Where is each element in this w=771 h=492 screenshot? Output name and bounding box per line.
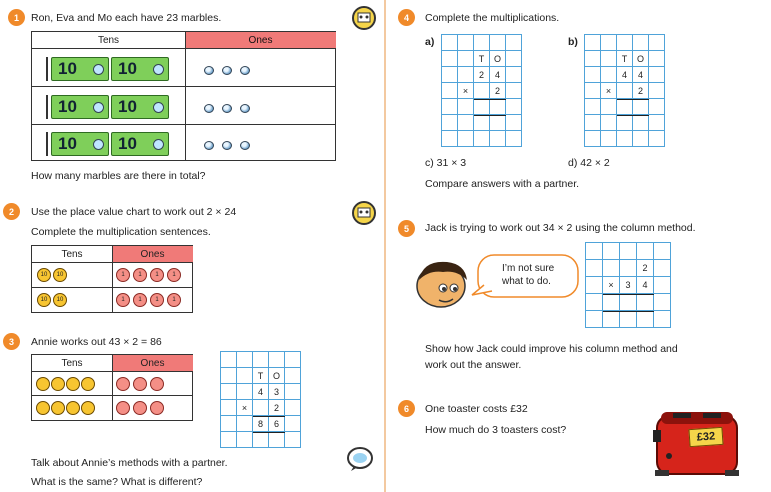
grid-cell bbox=[601, 131, 617, 147]
ten-bar: 10 bbox=[51, 57, 109, 81]
grid-cell bbox=[237, 416, 253, 432]
grid-cell bbox=[649, 35, 665, 51]
grid-cell bbox=[585, 115, 601, 131]
grid-cell bbox=[442, 35, 458, 51]
q1-title: Ron, Eva and Mo each have 23 marbles. bbox=[31, 12, 222, 24]
grid-cell bbox=[253, 400, 269, 416]
ten-coin: 10 bbox=[37, 293, 51, 307]
grid-cell bbox=[617, 99, 633, 115]
grid-cell bbox=[442, 51, 458, 67]
question-number-6: 6 bbox=[398, 400, 415, 417]
grid-cell bbox=[585, 67, 601, 83]
ten-coin bbox=[36, 401, 50, 415]
grid-cell bbox=[654, 294, 671, 311]
q3-title: Annie works out 43 × 2 = 86 bbox=[31, 336, 162, 348]
grid-cell bbox=[442, 67, 458, 83]
grid-cell bbox=[633, 35, 649, 51]
ten-coin bbox=[81, 377, 95, 391]
grid-cell bbox=[633, 99, 649, 115]
grid-cell bbox=[221, 432, 237, 448]
grid-cell bbox=[654, 260, 671, 277]
marble bbox=[222, 104, 232, 113]
grid-cell bbox=[620, 260, 637, 277]
grid-cell bbox=[585, 99, 601, 115]
question-number-3: 3 bbox=[3, 333, 20, 350]
grid-cell bbox=[637, 294, 654, 311]
grid-cell bbox=[269, 352, 285, 368]
q4-label-a: a) bbox=[425, 36, 435, 48]
one-coin: 1 bbox=[116, 268, 130, 282]
grid-cell bbox=[654, 243, 671, 260]
grid-cell bbox=[617, 35, 633, 51]
grid-cell bbox=[237, 384, 253, 400]
grid-cell bbox=[490, 99, 506, 115]
grid-cell bbox=[253, 432, 269, 448]
q5-column-grid bbox=[585, 242, 671, 328]
grid-cell bbox=[637, 311, 654, 328]
grid-digit: × bbox=[603, 277, 620, 294]
marble bbox=[204, 141, 214, 150]
ten-bar: 10 bbox=[111, 132, 169, 156]
grid-digit: 4 bbox=[637, 277, 654, 294]
grid-digit: T bbox=[617, 51, 633, 67]
grid-digit: 4 bbox=[253, 384, 269, 400]
grid-cell bbox=[649, 99, 665, 115]
grid-cell bbox=[601, 51, 617, 67]
grid-cell bbox=[586, 277, 603, 294]
grid-cell bbox=[221, 400, 237, 416]
q4-title: Complete the multiplications. bbox=[425, 12, 560, 24]
grid-cell bbox=[506, 83, 522, 99]
grid-cell bbox=[458, 99, 474, 115]
grid-cell bbox=[442, 99, 458, 115]
ten-coin bbox=[66, 377, 80, 391]
jack-face-icon bbox=[413, 258, 473, 310]
grid-cell bbox=[585, 131, 601, 147]
grid-cell bbox=[237, 352, 253, 368]
ten-coin bbox=[81, 401, 95, 415]
grid-cell bbox=[506, 51, 522, 67]
grid-cell bbox=[649, 67, 665, 83]
grid-cell bbox=[649, 83, 665, 99]
q3-tens-header: Tens bbox=[61, 357, 83, 369]
ten-bar: 10 bbox=[51, 95, 109, 119]
grid-cell bbox=[603, 260, 620, 277]
grid-cell bbox=[620, 243, 637, 260]
answer-line bbox=[603, 294, 654, 295]
grid-cell bbox=[458, 115, 474, 131]
grid-cell bbox=[633, 131, 649, 147]
one-coin bbox=[150, 377, 164, 391]
discussion-icon bbox=[351, 5, 377, 31]
grid-cell bbox=[458, 67, 474, 83]
grid-cell bbox=[285, 432, 301, 448]
grid-cell bbox=[585, 35, 601, 51]
grid-cell bbox=[586, 311, 603, 328]
ten-coin bbox=[66, 401, 80, 415]
one-coin bbox=[150, 401, 164, 415]
grid-cell bbox=[649, 115, 665, 131]
q4a-column-grid bbox=[441, 34, 522, 147]
grid-cell bbox=[458, 35, 474, 51]
grid-cell bbox=[586, 260, 603, 277]
grid-cell bbox=[603, 294, 620, 311]
grid-cell bbox=[506, 67, 522, 83]
one-coin: 1 bbox=[116, 293, 130, 307]
speech-line-2: what to do. bbox=[502, 276, 551, 287]
grid-cell bbox=[474, 131, 490, 147]
grid-digit: 3 bbox=[620, 277, 637, 294]
q2-title: Use the place value chart to work out 2 × 24 bbox=[31, 206, 237, 218]
grid-cell bbox=[601, 115, 617, 131]
grid-digit: T bbox=[253, 368, 269, 384]
q4-compare: Compare answers with a partner. bbox=[425, 178, 580, 190]
q4-part-d: d) 42 × 2 bbox=[568, 157, 610, 169]
ten-coin: 10 bbox=[53, 268, 67, 282]
grid-cell bbox=[285, 368, 301, 384]
grid-cell bbox=[458, 131, 474, 147]
grid-cell bbox=[490, 131, 506, 147]
answer-line bbox=[474, 99, 506, 100]
grid-cell bbox=[442, 131, 458, 147]
grid-cell bbox=[506, 131, 522, 147]
q3-ones-header: Ones bbox=[112, 355, 193, 371]
grid-cell bbox=[649, 51, 665, 67]
grid-cell bbox=[586, 294, 603, 311]
price-tag: £32 bbox=[688, 427, 723, 447]
grid-cell bbox=[617, 115, 633, 131]
grid-cell bbox=[633, 115, 649, 131]
answer-line bbox=[617, 115, 649, 116]
grid-cell bbox=[221, 352, 237, 368]
one-coin bbox=[133, 377, 147, 391]
one-coin: 1 bbox=[167, 268, 181, 282]
grid-cell bbox=[654, 311, 671, 328]
grid-cell bbox=[221, 416, 237, 432]
grid-cell bbox=[490, 35, 506, 51]
question-number-5: 5 bbox=[398, 220, 415, 237]
one-coin: 1 bbox=[150, 268, 164, 282]
grid-cell bbox=[442, 83, 458, 99]
grid-cell bbox=[506, 35, 522, 51]
speech-line-1: I’m not sure bbox=[502, 263, 555, 274]
grid-digit: × bbox=[458, 83, 474, 99]
grid-digit: 8 bbox=[253, 416, 269, 432]
grid-cell bbox=[285, 400, 301, 416]
grid-digit: 4 bbox=[490, 67, 506, 83]
question-number-4: 4 bbox=[398, 9, 415, 26]
grid-cell bbox=[620, 311, 637, 328]
q2-ones-header: Ones bbox=[112, 246, 193, 262]
q3-column-grid bbox=[220, 351, 301, 448]
grid-cell bbox=[221, 384, 237, 400]
grid-digit: 3 bbox=[269, 384, 285, 400]
q5-prompt-1: Show how Jack could improve his column method and bbox=[425, 343, 678, 355]
grid-digit: 2 bbox=[490, 83, 506, 99]
marble bbox=[222, 66, 232, 75]
discussion-icon bbox=[351, 200, 377, 226]
q4-label-b: b) bbox=[568, 36, 578, 48]
q2-subtitle: Complete the multiplication sentences. bbox=[31, 226, 211, 238]
grid-digit: 6 bbox=[269, 416, 285, 432]
grid-cell bbox=[253, 352, 269, 368]
answer-line bbox=[474, 115, 506, 116]
grid-digit: 4 bbox=[617, 67, 633, 83]
q3-prompt-1: Talk about Annie’s methods with a partner. bbox=[31, 457, 228, 469]
grid-cell bbox=[474, 83, 490, 99]
marble bbox=[240, 66, 250, 75]
ten-coin bbox=[51, 401, 65, 415]
ten-bar: 10 bbox=[111, 95, 169, 119]
grid-cell bbox=[458, 51, 474, 67]
grid-cell bbox=[474, 115, 490, 131]
one-coin: 1 bbox=[167, 293, 181, 307]
one-coin: 1 bbox=[150, 293, 164, 307]
grid-cell bbox=[506, 99, 522, 115]
grid-cell bbox=[649, 131, 665, 147]
grid-cell bbox=[586, 243, 603, 260]
speech-bubble-icon bbox=[346, 446, 374, 472]
ten-coin bbox=[51, 377, 65, 391]
grid-cell bbox=[585, 51, 601, 67]
grid-cell bbox=[603, 243, 620, 260]
one-coin bbox=[116, 377, 130, 391]
one-coin bbox=[133, 401, 147, 415]
grid-digit: 2 bbox=[633, 83, 649, 99]
grid-digit: T bbox=[474, 51, 490, 67]
grid-digit: O bbox=[490, 51, 506, 67]
ten-bar: 10 bbox=[111, 57, 169, 81]
q1-question: How many marbles are there in total? bbox=[31, 170, 206, 182]
grid-cell bbox=[221, 368, 237, 384]
question-number-1: 1 bbox=[8, 9, 25, 26]
grid-cell bbox=[601, 35, 617, 51]
grid-cell bbox=[285, 384, 301, 400]
grid-digit: 2 bbox=[474, 67, 490, 83]
grid-cell bbox=[442, 115, 458, 131]
marble bbox=[204, 66, 214, 75]
ten-coin bbox=[36, 377, 50, 391]
grid-digit: 2 bbox=[269, 400, 285, 416]
grid-cell bbox=[237, 368, 253, 384]
marble bbox=[222, 141, 232, 150]
grid-cell bbox=[637, 243, 654, 260]
grid-digit: 2 bbox=[637, 260, 654, 277]
q3-prompt-2: What is the same? What is different? bbox=[31, 476, 203, 488]
grid-cell bbox=[620, 294, 637, 311]
ten-coin: 10 bbox=[37, 268, 51, 282]
q1-ones-header: Ones bbox=[185, 32, 336, 48]
grid-digit: × bbox=[237, 400, 253, 416]
marble bbox=[240, 141, 250, 150]
answer-line bbox=[253, 432, 285, 433]
q1-tens-header: Tens bbox=[32, 32, 185, 48]
grid-cell bbox=[285, 416, 301, 432]
grid-cell bbox=[603, 311, 620, 328]
ten-bar: 10 bbox=[51, 132, 109, 156]
q5-title: Jack is trying to work out 34 × 2 using the column method. bbox=[425, 222, 696, 234]
marble bbox=[240, 104, 250, 113]
q5-prompt-2: work out the answer. bbox=[425, 359, 522, 371]
grid-cell bbox=[474, 99, 490, 115]
grid-digit: 4 bbox=[633, 67, 649, 83]
q6-question: How much do 3 toasters cost? bbox=[425, 424, 567, 436]
one-coin: 1 bbox=[133, 293, 147, 307]
grid-cell bbox=[654, 277, 671, 294]
grid-digit: O bbox=[633, 51, 649, 67]
answer-line bbox=[253, 416, 285, 417]
grid-cell bbox=[269, 432, 285, 448]
column-divider bbox=[384, 0, 386, 492]
answer-line bbox=[603, 311, 654, 312]
grid-cell bbox=[585, 83, 601, 99]
marble bbox=[204, 104, 214, 113]
answer-line bbox=[617, 99, 649, 100]
question-number-2: 2 bbox=[3, 203, 20, 220]
grid-cell bbox=[490, 115, 506, 131]
ten-coin: 10 bbox=[53, 293, 67, 307]
grid-cell bbox=[617, 131, 633, 147]
grid-digit: × bbox=[601, 83, 617, 99]
q4b-column-grid bbox=[584, 34, 665, 147]
one-coin bbox=[116, 401, 130, 415]
grid-cell bbox=[601, 67, 617, 83]
grid-cell bbox=[237, 432, 253, 448]
q2-tens-header: Tens bbox=[61, 248, 83, 260]
grid-cell bbox=[506, 115, 522, 131]
one-coin: 1 bbox=[133, 268, 147, 282]
q4-part-c: c) 31 × 3 bbox=[425, 157, 467, 169]
grid-digit: O bbox=[269, 368, 285, 384]
grid-cell bbox=[617, 83, 633, 99]
grid-cell bbox=[474, 35, 490, 51]
grid-cell bbox=[285, 352, 301, 368]
q6-title: One toaster costs £32 bbox=[425, 403, 528, 415]
grid-cell bbox=[601, 99, 617, 115]
